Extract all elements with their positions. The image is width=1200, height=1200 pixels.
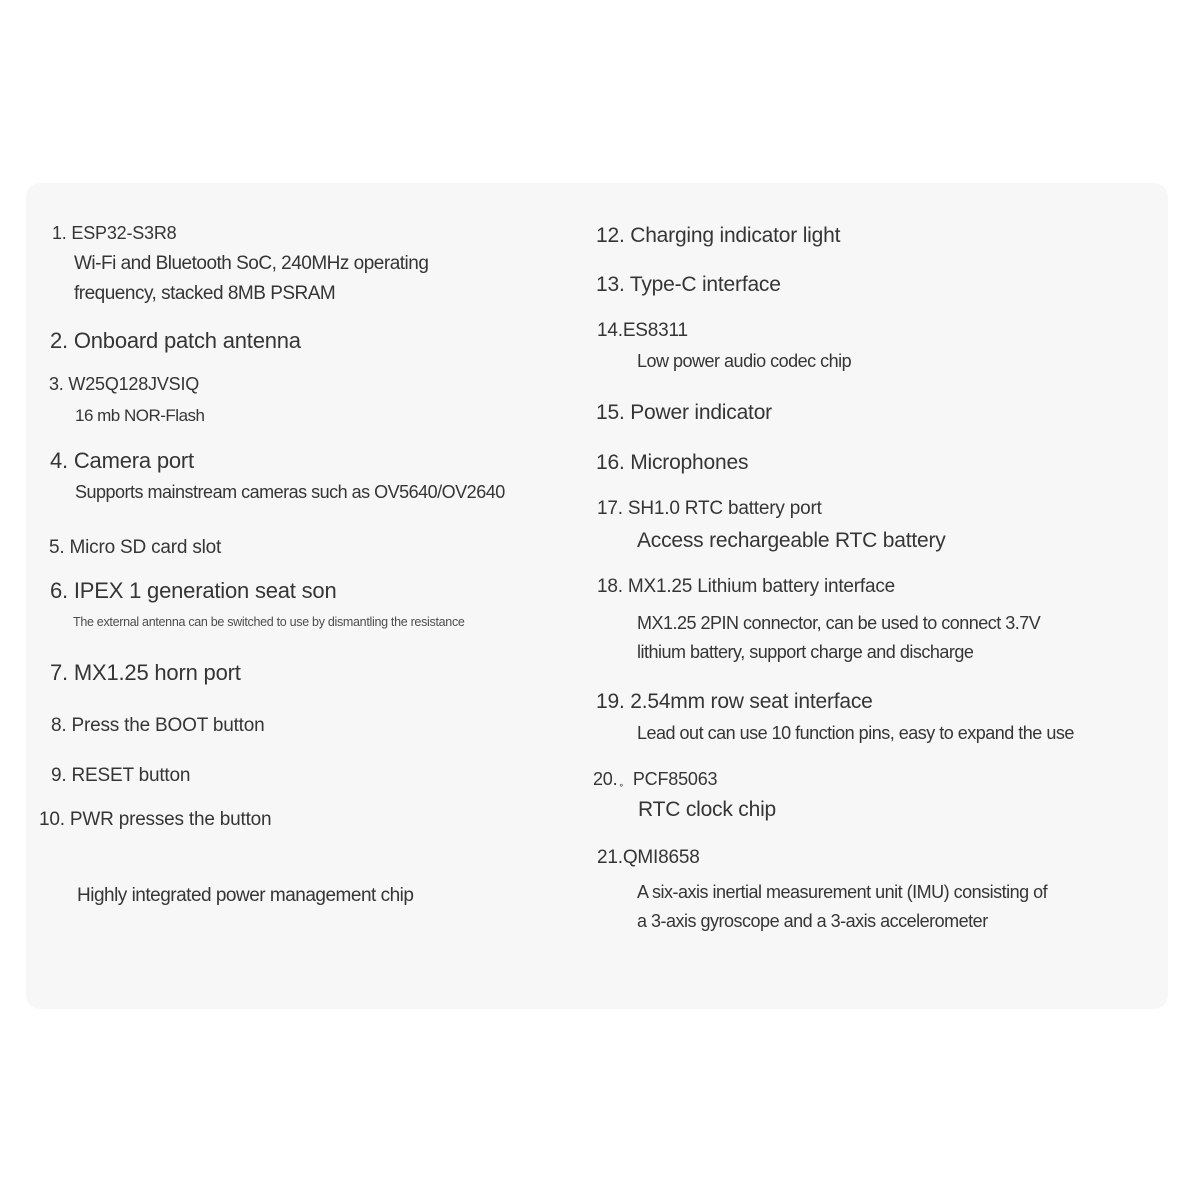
spec-item-5: 5. Micro SD card slot: [49, 537, 222, 558]
spec-item-19-desc-1: Lead out can use 10 function pins, easy to expand the use: [637, 723, 1074, 743]
spec-item-20: [593, 769, 717, 791]
spec-item-20-number: 20.: [593, 769, 618, 789]
spec-item-20-desc-1: RTC clock chip: [638, 798, 777, 821]
spec-item-21-desc-1: A six-axis inertial measurement unit (IMU) consisting of: [637, 882, 1048, 902]
spec-item-21: 21.QMI8658: [597, 847, 700, 868]
spec-item-6: 6. IPEX 1 generation seat son: [50, 578, 337, 603]
spec-item-17: 17. SH1.0 RTC battery port: [597, 498, 822, 519]
spec-item-18-desc-1: MX1.25 2PIN connector, can be used to connect 3.7V: [637, 613, 1041, 633]
spec-item-15: 15. Power indicator: [596, 401, 772, 424]
spec-item-2: 2. Onboard patch antenna: [50, 328, 301, 353]
spec-item-21-desc-2: a 3-axis gyroscope and a 3-axis accelerometer: [637, 911, 988, 931]
spec-item-1: 1. ESP32-S3R8: [52, 223, 177, 243]
spec-item-14: 14.ES8311: [597, 320, 688, 341]
spec-item-19: 19. 2.54mm row seat interface: [596, 690, 873, 713]
spec-item-3: 3. W25Q128JVSIQ: [49, 374, 200, 394]
spec-item-16: 16. Microphones: [596, 451, 749, 474]
spec-item-18-desc-2: lithium battery, support charge and discharge: [637, 642, 974, 662]
spec-item-14-desc-1: Low power audio codec chip: [637, 351, 852, 371]
spec-item-18: 18. MX1.25 Lithium battery interface: [597, 576, 896, 597]
spec-item-1-desc-2: frequency, stacked 8MB PSRAM: [74, 283, 336, 304]
spec-item-1-desc-1: Wi-Fi and Bluetooth SoC, 240MHz operating: [74, 253, 429, 274]
spec-item-17-desc-1: Access rechargeable RTC battery: [637, 529, 946, 552]
spec-item-8: 8. Press the BOOT button: [51, 715, 265, 736]
spec-item-13: 13. Type-C interface: [596, 273, 781, 296]
spec-item-4-desc-1: Supports mainstream cameras such as OV5640/OV2640: [75, 482, 505, 502]
spec-item-3-desc-1: 16 mb NOR-Flash: [75, 406, 205, 425]
spec-item-11-desc: Highly integrated power management chip: [77, 885, 414, 906]
spec-item-20-chip-name: PCF85063: [632, 769, 718, 789]
spec-item-7: 7. MX1.25 horn port: [50, 660, 241, 685]
spec-item-12: 12. Charging indicator light: [596, 224, 841, 247]
spec-item-6-desc-1: The external antenna can be switched to use by dismantling the resistance: [73, 615, 465, 629]
spec-item-20-ring-mark: ∘: [618, 781, 624, 791]
spec-item-4: 4. Camera port: [50, 448, 194, 473]
spec-item-10: 10. PWR presses the button: [39, 809, 272, 830]
spec-item-9: 9. RESET button: [51, 765, 191, 786]
